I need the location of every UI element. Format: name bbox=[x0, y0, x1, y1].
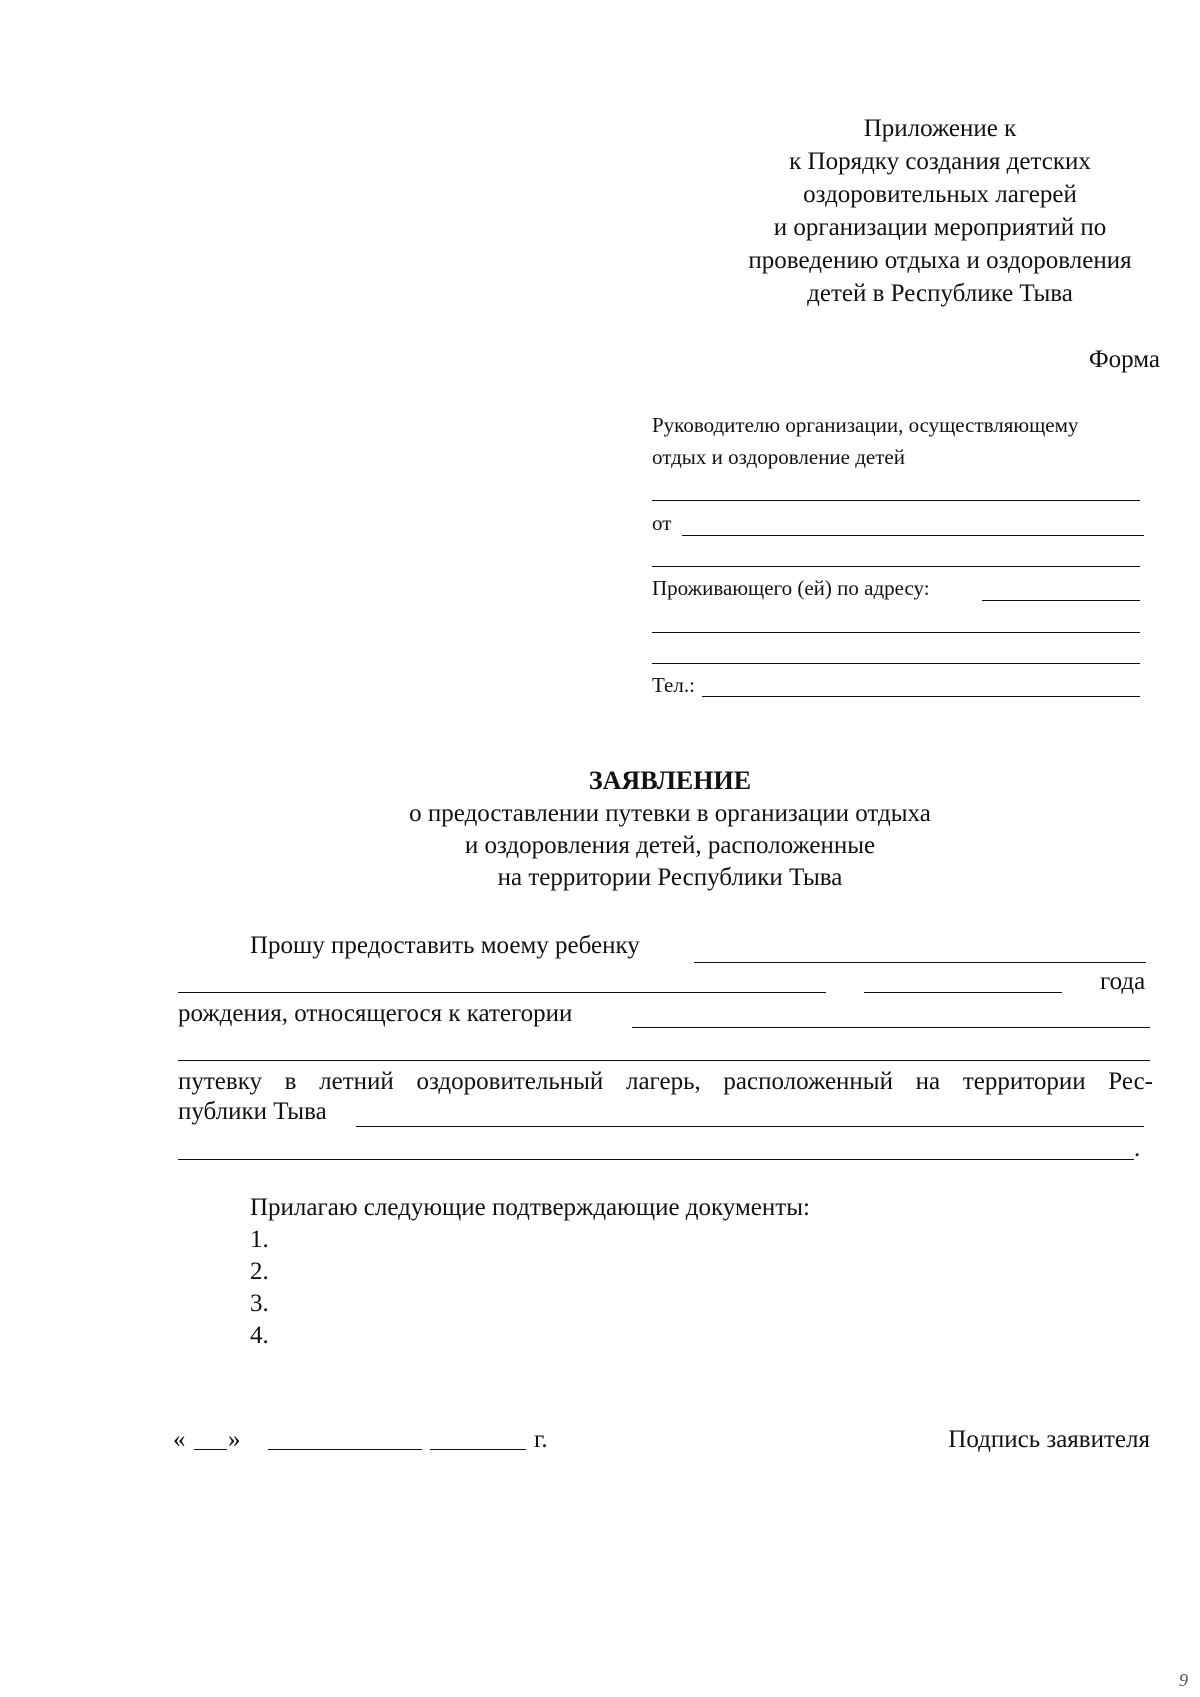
address-label: Проживающего (ей) по адресу: bbox=[652, 576, 930, 600]
appendix-line: к Порядку создания детских bbox=[789, 148, 1091, 175]
address-continuation-line-2[interactable] bbox=[652, 663, 1140, 664]
camp-name-continuation-field[interactable] bbox=[178, 1159, 1134, 1160]
form-label: Форма bbox=[1088, 346, 1160, 373]
camp-name-field[interactable] bbox=[356, 1126, 1144, 1127]
document-heading bbox=[0, 764, 1200, 894]
subtitle-line: и оздоровления детей, расположенные bbox=[464, 832, 876, 859]
voucher-text-line-2: публики Тыва bbox=[178, 1098, 327, 1125]
date-quote-close: » bbox=[228, 1426, 241, 1453]
attachments-list bbox=[250, 1224, 269, 1352]
from-label: от bbox=[652, 511, 672, 535]
date-quote-open: « bbox=[173, 1426, 186, 1453]
category-continuation-field[interactable] bbox=[178, 1060, 1150, 1061]
child-name-continuation-field[interactable] bbox=[178, 992, 826, 993]
appendix-line: Приложение к bbox=[863, 115, 1017, 142]
addressee-line-1: Руководителю организации, осуществляющему bbox=[652, 413, 1079, 437]
page-number: 9 bbox=[1179, 1670, 1188, 1690]
date-month-field[interactable] bbox=[268, 1449, 422, 1450]
address-continuation-line-1[interactable] bbox=[652, 632, 1140, 633]
birth-year-field[interactable] bbox=[864, 992, 1062, 993]
attachment-item: 3. bbox=[250, 1290, 269, 1317]
attachment-item: 1. bbox=[250, 1226, 269, 1253]
year-word: года bbox=[1100, 968, 1146, 995]
date-day-field[interactable] bbox=[194, 1449, 227, 1450]
addressee-blank-line[interactable] bbox=[652, 500, 1140, 501]
phone-field[interactable] bbox=[702, 696, 1140, 697]
attachments-heading: Прилагаю следующие подтверждающие документы: bbox=[250, 1194, 810, 1221]
year-suffix: г. bbox=[534, 1426, 548, 1453]
appendix-line: детей в Республике Тыва bbox=[807, 280, 1073, 307]
signature-label: Подпись заявителя bbox=[948, 1426, 1150, 1453]
voucher-text-line-1: путевку в летний оздоровительный лагерь, расположенный на территории Рес- bbox=[178, 1068, 1153, 1095]
appendix-line: и организации мероприятий по bbox=[773, 214, 1107, 241]
document-title: ЗАЯВЛЕНИЕ bbox=[588, 766, 752, 795]
request-text: Прошу предоставить моему ребенку bbox=[250, 932, 640, 959]
addressee-line-2: отдых и оздоровление детей bbox=[652, 445, 905, 469]
date-year-field[interactable] bbox=[430, 1449, 526, 1450]
document-subtitle bbox=[0, 798, 1200, 894]
category-field[interactable] bbox=[632, 1027, 1150, 1028]
from-name-field[interactable] bbox=[682, 535, 1144, 536]
appendix-header bbox=[690, 112, 1190, 310]
attachment-item: 4. bbox=[250, 1322, 269, 1349]
subtitle-line: о предоставлении путевки в организации отдыха bbox=[409, 800, 931, 827]
final-period: . bbox=[1134, 1135, 1141, 1162]
appendix-line: проведению отдыха и оздоровления bbox=[748, 247, 1132, 274]
from-name-continuation-line[interactable] bbox=[652, 566, 1140, 567]
category-text: рождения, относящегося к категории bbox=[178, 1000, 573, 1027]
child-name-field[interactable] bbox=[694, 962, 1146, 963]
attachment-item: 2. bbox=[250, 1258, 269, 1285]
appendix-line: оздоровительных лагерей bbox=[803, 181, 1077, 208]
phone-label: Тел.: bbox=[652, 673, 695, 697]
address-field[interactable] bbox=[982, 600, 1140, 601]
subtitle-line: на территории Республики Тыва bbox=[497, 864, 843, 891]
